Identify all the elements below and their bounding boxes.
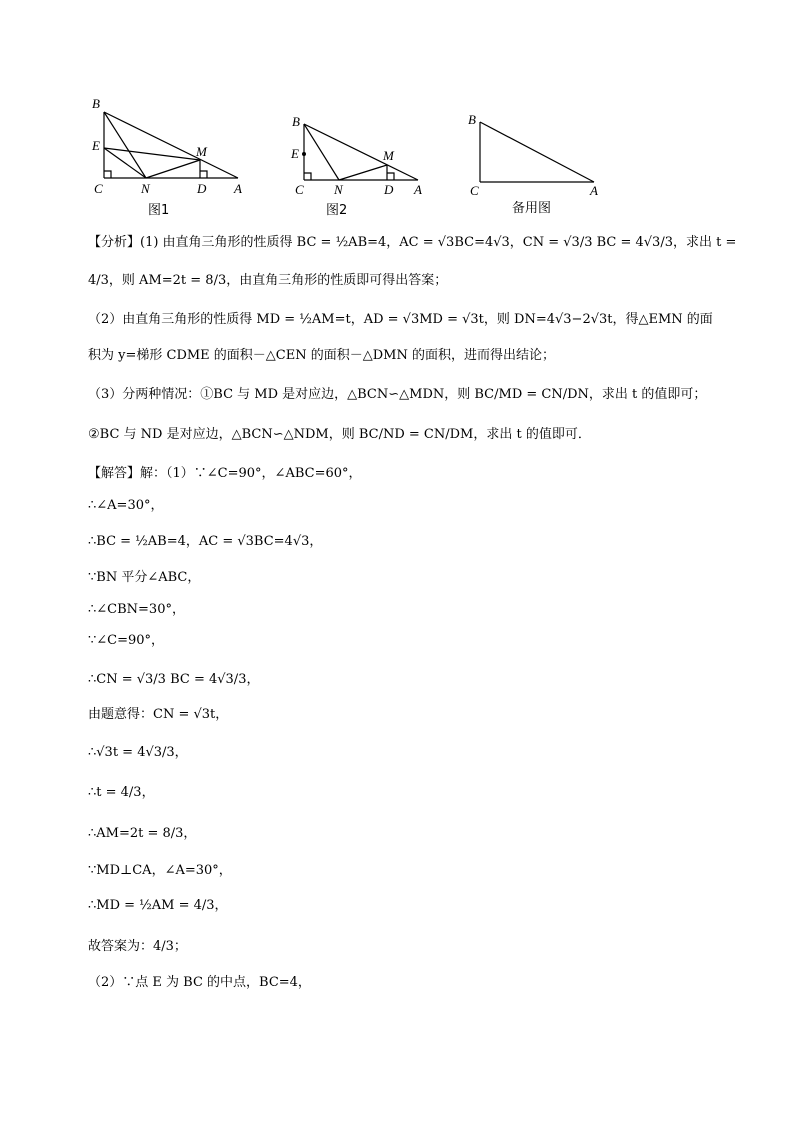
fig2-label-n: N [334, 182, 343, 197]
fig3-caption: 备用图 [512, 201, 552, 216]
fig2-label-d: D [384, 182, 394, 197]
solution-line-1: 【解答】解：（1）∵∠C=90°，∠ABC=60°， [88, 466, 362, 481]
fig3-label-c: C [470, 183, 479, 198]
analysis-line-3: （2）由直角三角形的性质得 MD = ½AM=t，AD = √3MD = √3t，则 DN=4√3−2√3t，得△EMN 的面 [88, 312, 713, 327]
fig2-label-m: M [383, 148, 394, 163]
solution-line-13: ∴MD = ½AM = 4/3， [88, 898, 228, 913]
solution-line-7: ∴CN = √3/3 BC = 4√3/3， [88, 672, 260, 687]
solution-line-2: ∴∠A=30°， [88, 498, 164, 513]
fig2-caption: 图2 [326, 203, 348, 218]
analysis-line-4: 积为 y=梯形 CDME 的面积－△CEN 的面积－△DMN 的面积，进而得出结论； [88, 348, 555, 363]
fig1-label-a: A [234, 181, 242, 196]
figure-1 [86, 92, 266, 222]
analysis-line-6: ②BC 与 ND 是对应边，△BCN∽△NDM，则 BC/ND = CN/DM，求出 t 的值即可． [88, 427, 591, 442]
fig3-label-b: B [468, 112, 476, 127]
solution-line-11: ∴AM=2t = 8/3， [88, 826, 197, 841]
fig1-label-c: C [94, 181, 103, 196]
solution-line-6: ∵∠C=90°， [88, 633, 165, 648]
solution-line-5: ∴∠CBN=30°， [88, 602, 185, 617]
solution-line-10: ∴t = 4/3， [88, 785, 155, 800]
fig1-label-n: N [141, 181, 150, 196]
fig1-label-m: M [196, 144, 207, 159]
analysis-line-5: （3）分两种情况：①BC 与 MD 是对应边，△BCN∽△MDN，则 BC/MD = CN/DN，求出 t 的值即可； [88, 387, 707, 402]
figure-2 [286, 92, 446, 222]
fig1-caption: 图1 [148, 203, 170, 218]
solution-line-4: ∵BN 平分∠ABC， [88, 570, 201, 585]
fig2-label-a: A [414, 182, 422, 197]
solution-line-3: ∴BC = ½AB=4，AC = √3BC=4√3， [88, 534, 323, 549]
solution-line-9: ∴√3t = 4√3/3， [88, 745, 188, 760]
figure-3 [462, 92, 642, 222]
fig3-label-a: A [590, 183, 598, 198]
solution-line-12: ∵MD⊥CA，∠A=30°， [88, 863, 232, 878]
analysis-line-1: 【分析】(1) 由直角三角形的性质得 BC = ½AB=4，AC = √3BC=4√3，CN = √3/3 BC = 4√3/3，求出 t = [88, 235, 737, 250]
fig2-label-b: B [292, 114, 300, 129]
fig1-label-e: E [92, 138, 100, 153]
solution-line-8: 由题意得：CN = √3t， [88, 707, 229, 722]
fig1-label-b: B [92, 96, 100, 111]
fig2-label-c: C [295, 182, 304, 197]
figures-area [86, 92, 646, 222]
solution-line-15: （2）∵点 E 为 BC 的中点，BC=4， [88, 975, 311, 990]
solution-line-14: 故答案为：4/3； [88, 939, 187, 954]
fig2-label-e: E [291, 146, 299, 161]
fig1-label-d: D [197, 181, 207, 196]
analysis-line-2: 4/3，则 AM=2t = 8/3，由直角三角形的性质即可得出答案； [88, 273, 448, 288]
